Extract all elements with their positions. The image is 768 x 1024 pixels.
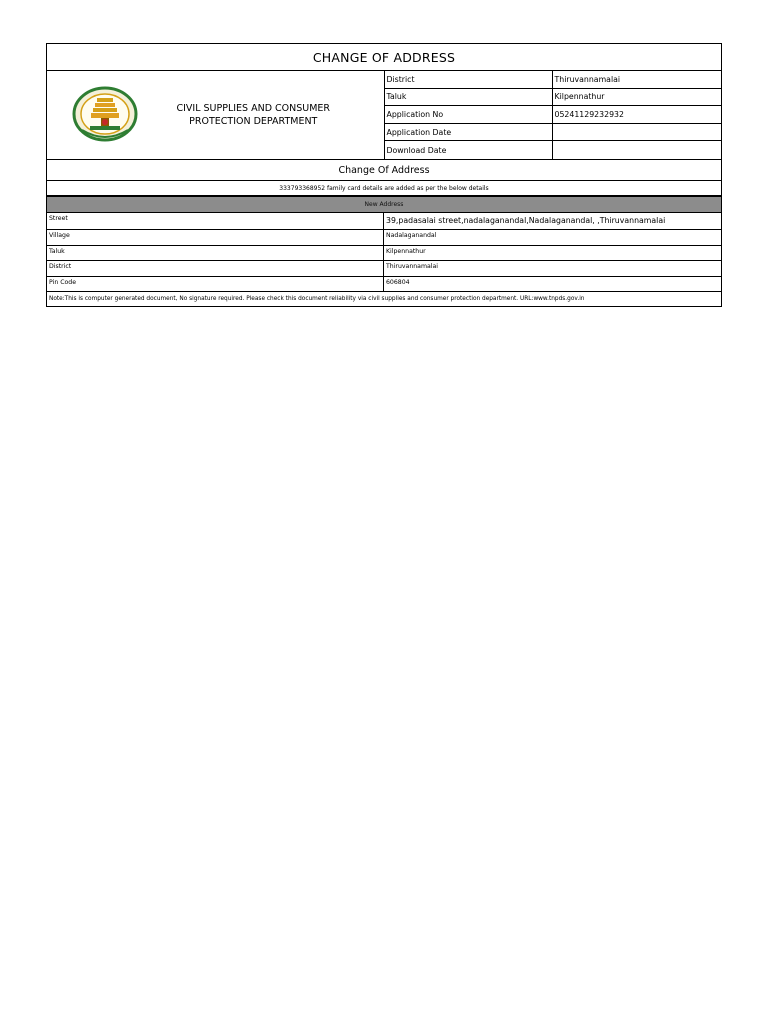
- info-value: Thiruvannamalai: [554, 74, 621, 84]
- info-row-district: [385, 71, 722, 89]
- address-row-pin-code: [47, 277, 721, 293]
- info-row-application-date: [385, 124, 722, 142]
- info-row-download-date: [385, 141, 722, 159]
- family-card-notice: 333793368952 family card details are added as per the below details: [47, 181, 721, 196]
- info-label: Application Date: [385, 124, 553, 141]
- document-title: CHANGE OF ADDRESS: [47, 44, 721, 71]
- address-value: 39,padasalai street,nadalaganandal,Nadalaganandal, ,Thiruvannamalai: [386, 216, 666, 225]
- new-address-header: New Address: [47, 196, 721, 213]
- info-row-application-no: [385, 106, 722, 124]
- address-row-village: [47, 230, 721, 246]
- application-info-table: [384, 71, 722, 159]
- info-row-taluk: [385, 89, 722, 107]
- address-value: 606804: [386, 278, 410, 286]
- document-header: [47, 71, 721, 160]
- change-of-address-document: [46, 43, 722, 307]
- address-label: Pin Code: [47, 277, 384, 292]
- address-value: Nadalaganandal: [386, 232, 437, 239]
- note-text: Note:This is computer generated document, No signature required. Please check this document reliability via civil supplies and consumer protection department. URL:www.tnpds.gov.in: [49, 296, 585, 302]
- info-label: Taluk: [385, 89, 553, 106]
- address-row-district: [47, 261, 721, 277]
- info-value: [553, 124, 722, 141]
- info-label: District: [385, 71, 553, 88]
- department-name: [141, 102, 384, 128]
- info-value: Kilpennathur: [554, 92, 605, 102]
- address-value: Kilpennathur: [386, 247, 426, 255]
- section-subtitle: Change Of Address: [47, 160, 721, 181]
- address-row-street: [47, 213, 721, 230]
- document-note: [47, 292, 721, 306]
- info-label: Download Date: [385, 141, 553, 159]
- address-label: District: [47, 261, 384, 276]
- info-value: [553, 141, 722, 159]
- logo-cell: [47, 71, 384, 159]
- address-label: Street: [47, 213, 384, 229]
- address-row-taluk: [47, 246, 721, 262]
- government-emblem-icon: [69, 85, 141, 145]
- department-line-1: CIVIL SUPPLIES AND CONSUMER: [176, 103, 331, 114]
- address-label: Village: [47, 230, 384, 245]
- department-line-2: PROTECTION DEPARTMENT: [189, 116, 318, 127]
- info-label: Application No: [385, 106, 553, 123]
- address-value: Thiruvannamalai: [386, 263, 439, 270]
- info-value: 05241129232932: [554, 109, 624, 119]
- address-label: Taluk: [47, 246, 384, 261]
